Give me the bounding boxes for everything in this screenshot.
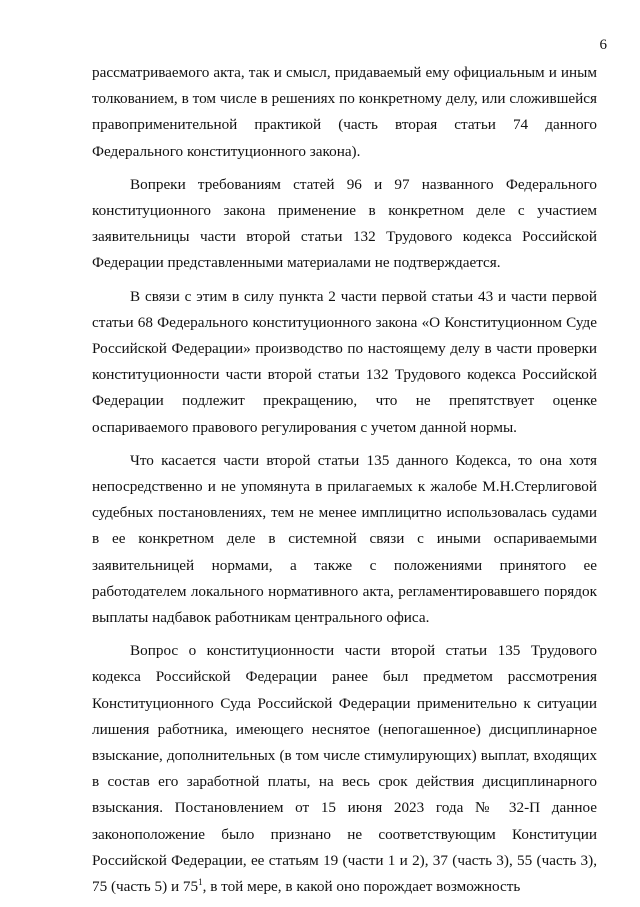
article-superscript: 1 <box>198 877 203 888</box>
paragraph-text: Вопрос о конституционности части второй статьи 135 Трудового кодекса Российской Федерации ранее был предметом рассмотрения Конституционного Суда Российской Федерации применительно к ситуации лишения работника, имеющего неснятое (непогашенное) дисциплинарное взыскание, дополнительных (в том числе стимулирующих) выплат, входящих в состав его заработной платы, на весь срок действия дисциплинарного взыскания. Постановлением от 15 июня 2023 года № 32-П данное законоположение было признано не соответствующим Конституции Российской Федерации, ее статьям 19 (части 1 и 2), 37 (часть 3), 55 (часть 3), 75 (часть 5) и 75 <box>92 642 597 896</box>
paragraph-continuation: рассматриваемого акта, так и смысл, придаваемый ему официальным и иным толкованием, в том числе в решениях по конкретному делу, или сложившейся правоприменительной практикой (часть вторая статьи 74 данного Федерального конституционного закона). <box>92 64 597 160</box>
paragraph: В связи с этим в силу пункта 2 части первой статьи 43 и части первой статьи 68 Федерального конституционного закона «О Конституционном Суде Российской Федерации» производство по настоящему делу в части проверки конституционности части второй статьи 132 Трудового кодекса Российской Федерации подлежит прекращению, что не препятствует оценке оспариваемого правового регулирования с учетом данной нормы. <box>92 287 597 436</box>
paragraph: Что касается части второй статьи 135 данного Кодекса, то она хотя непосредственно и не упомянута в прилагаемых к жалобе М.Н.Стерлиговой судебных постановлениях, тем не менее имплицитно использовалась судами в ее конкретном деле в системной связи с иными оспариваемыми заявительницей нормами, а также с положениями принятого ее работодателем локального нормативного акта, регламентировавшего порядок выплаты надбавок работникам центрального офиса. <box>92 451 597 627</box>
paragraph: Вопреки требованиям статей 96 и 97 названного Федерального конституционного закона применение в конкретном деле с участием заявительницы части второй статьи 132 Трудового кодекса Российской Федерации представленными материалами не подтверждается. <box>92 175 597 272</box>
document-body <box>92 60 597 907</box>
paragraph-text-continued: , в той мере, в какой оно порождает возможность <box>202 878 521 896</box>
paragraph-with-superscript <box>92 638 597 900</box>
page-number: 6 <box>599 37 607 53</box>
